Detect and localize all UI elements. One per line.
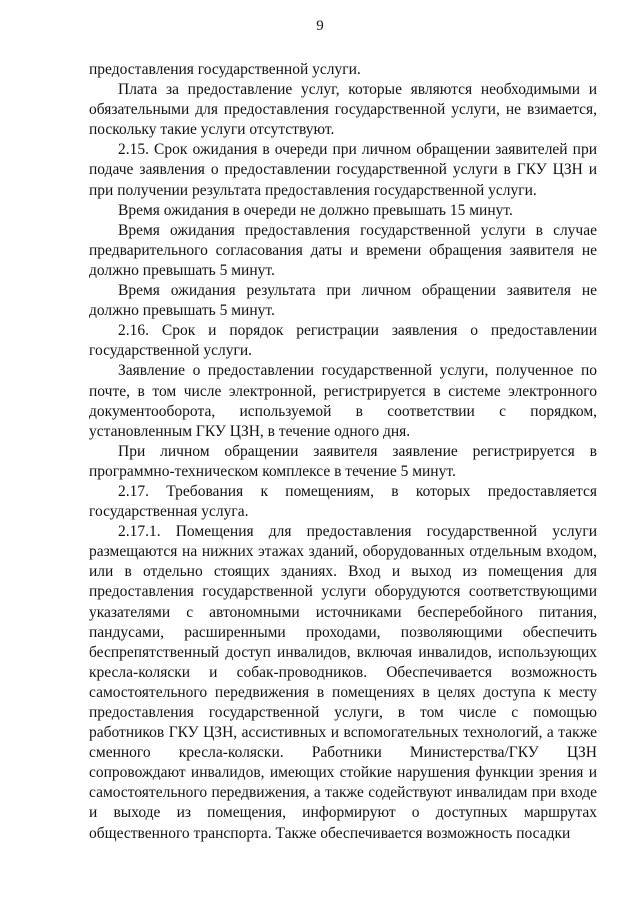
paragraph: 2.17.1. Помещения для предоставления государственной услуги размещаются на нижних этажах зданий, оборудованных отдельным входом, или в отдельно стоящих зданиях. Вход и выход из помещения для предоставления государственной услуги оборудуются соответствующими указателями с автономными источниками бесперебойного питания, пандусами, расширенными проходами, позволяющими обеспечить беспрепятственный доступ инвалидов, включая инвалидов, использующих кресла-коляски и собак-проводников. Обеспечивается возможность самостоятельного передвижения в помещениях в целях доступа к месту предоставления государственной услуги, в том числе с помощью работников ГКУ ЦЗН, ассистивных и вспомогательных технологий, а также сменного кресла-коляски. Работники Министерства/ГКУ ЦЗН сопровождают инвалидов, имеющих стойкие нарушения функции зрения и самостоятельного передвижения, а также содействуют инвалидам при входе и выходе из помещения, информируют о доступных маршрутах общественного транспорта. Также обеспечивается возможность посадки [89, 523, 597, 842]
page-number: 9 [316, 18, 324, 34]
paragraph: 2.15. Срок ожидания в очереди при личном обращении заявителей при подаче заявления о предоставлении государственной услуги в ГКУ ЦЗН и при получении результата предоставления государственной услуги. [89, 141, 597, 199]
paragraph: Плата за предоставление услуг, которые являются необходимыми и обязательными для предоставления государственной услуги, не взимается, поскольку такие услуги отсутствуют. [89, 81, 597, 139]
paragraph: Время ожидания в очереди не должно превышать 15 минут. [118, 201, 513, 219]
document-body [89, 60, 597, 844]
paragraph: При личном обращении заявителя заявление регистрируется в программно-техническом комплексе в течение 5 минут. [89, 442, 597, 480]
paragraph: 2.16. Срок и порядок регистрации заявления о предоставлении государственной услуги. [89, 322, 597, 360]
paragraph: 2.17. Требования к помещениям, в которых предоставляется государственная услуга. [89, 482, 597, 521]
paragraph: Время ожидания результата при личном обращении заявителя не должно превышать 5 минут. [89, 282, 597, 320]
paragraph: Заявление о предоставлении государственной услуги, полученное по почте, в том числе электронной, регистрируется в системе электронного документооборота, используемой в соответствии с порядком, установленным ГКУ ЦЗН, в течение одного дня. [89, 362, 597, 440]
paragraph: предоставления государственной услуги. [89, 61, 361, 78]
paragraph: Время ожидания предоставления государственной услуги в случае предварительного согласования даты и времени обращения заявителя не должно превышать 5 минут. [89, 221, 597, 279]
